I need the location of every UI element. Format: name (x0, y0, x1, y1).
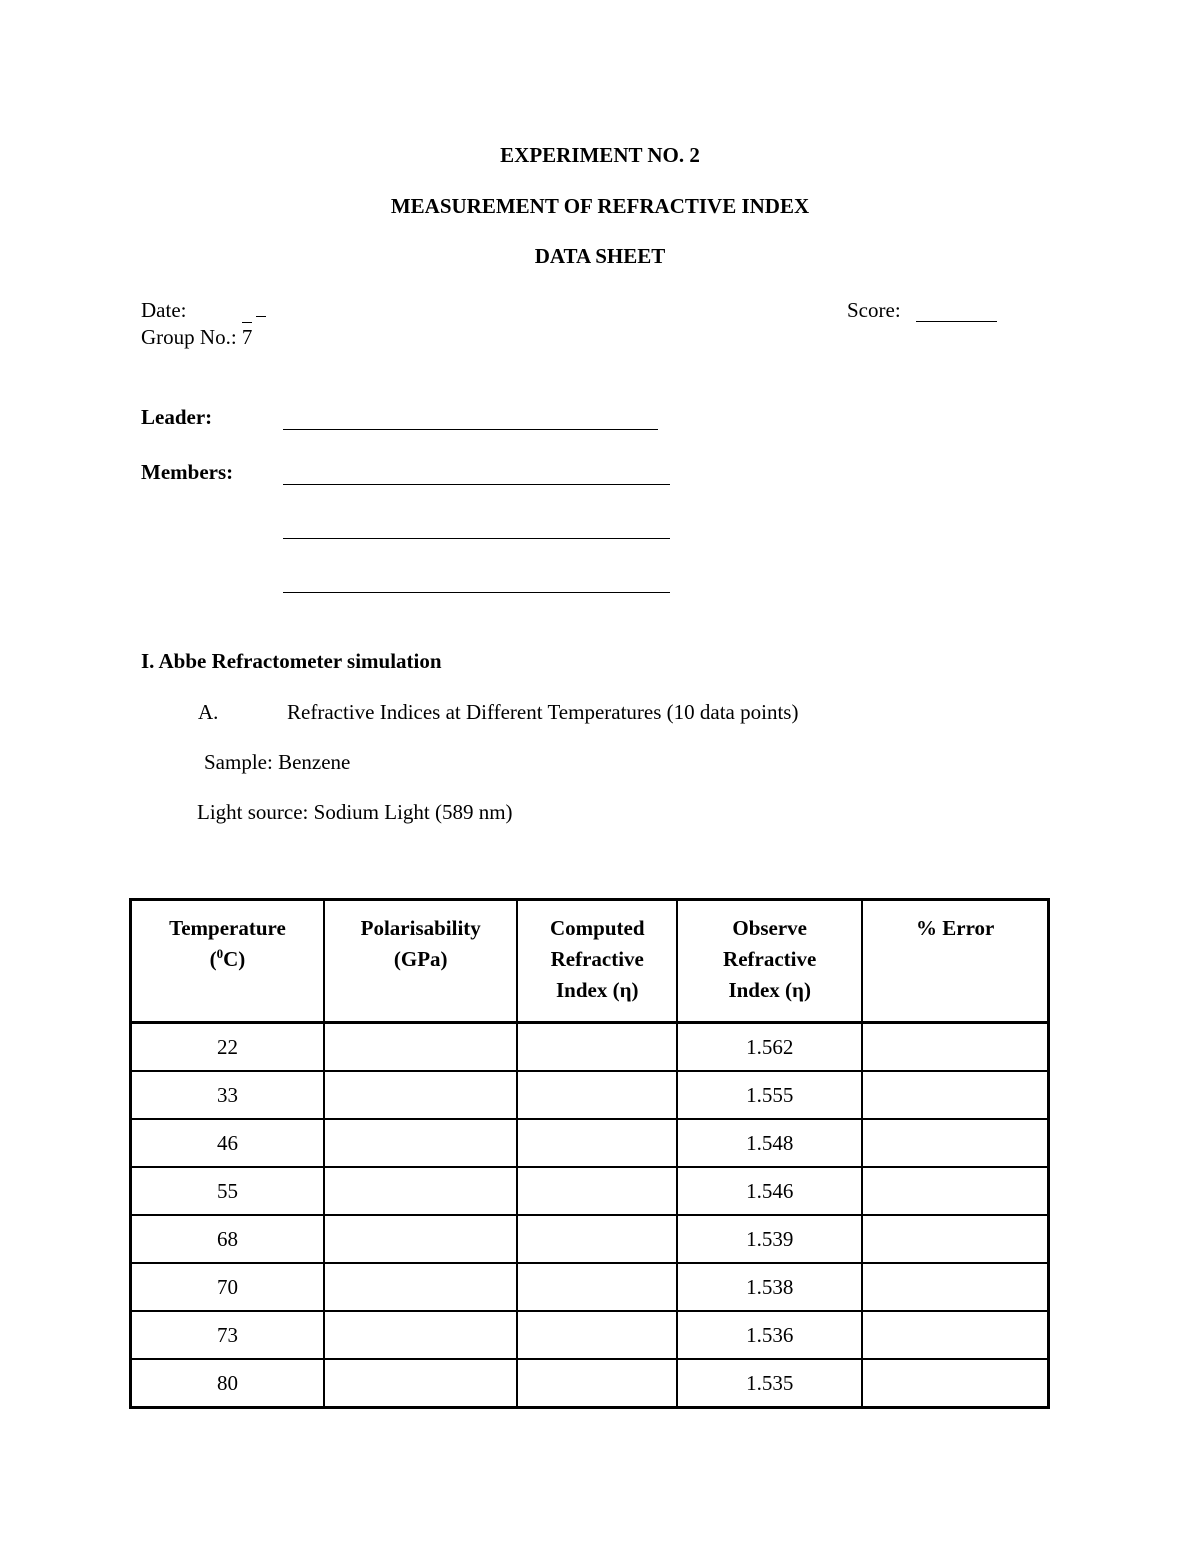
cell-observed-index: 1.536 (677, 1311, 862, 1359)
section-title: I. Abbe Refractometer simulation (141, 649, 442, 673)
group-value: 7 (241, 325, 253, 349)
cell-temperature: 73 (131, 1311, 324, 1359)
table-row (131, 1023, 1049, 1072)
header-observed-refractive-index: Observe Refractive Index (η) (677, 900, 862, 1023)
cell-temperature: 33 (131, 1071, 324, 1119)
score-label: Score: (847, 298, 901, 322)
group-line (141, 325, 252, 350)
cell-polarisability[interactable] (324, 1311, 518, 1359)
member-blank-line-1 (283, 484, 670, 485)
cell-computed-index[interactable] (517, 1263, 677, 1311)
header-computed-refractive-index: Computed Refractive Index (η) (517, 900, 677, 1023)
header-temperature: Temperature ($^0$C) (131, 900, 324, 1023)
cell-polarisability[interactable] (324, 1119, 518, 1167)
experiment-title: MEASUREMENT OF REFRACTIVE INDEX (390, 194, 810, 218)
table-header-row (131, 900, 1049, 1023)
cell-polarisability[interactable] (324, 1071, 518, 1119)
cell-computed-index[interactable] (517, 1359, 677, 1408)
cell-computed-index[interactable] (517, 1023, 677, 1072)
cell-percent-error[interactable] (862, 1119, 1048, 1167)
header-percent-error: % Error (862, 900, 1048, 1023)
group-label: Group No.: (141, 325, 237, 349)
cell-percent-error[interactable] (862, 1071, 1048, 1119)
score-blank-line (916, 321, 997, 322)
subsection-letter: A. (198, 700, 219, 724)
cell-percent-error[interactable] (862, 1311, 1048, 1359)
cell-observed-index: 1.555 (677, 1071, 862, 1119)
cell-computed-index[interactable] (517, 1119, 677, 1167)
member-blank-line-3 (283, 592, 670, 593)
table-row (131, 1167, 1049, 1215)
cell-observed-index: 1.535 (677, 1359, 862, 1408)
cell-percent-error[interactable] (862, 1263, 1048, 1311)
date-dash (256, 316, 266, 317)
data-sheet-title: DATA SHEET (534, 244, 666, 268)
cell-temperature: 68 (131, 1215, 324, 1263)
cell-temperature: 55 (131, 1167, 324, 1215)
cell-percent-error[interactable] (862, 1167, 1048, 1215)
cell-temperature: 22 (131, 1023, 324, 1072)
cell-percent-error[interactable] (862, 1359, 1048, 1408)
cell-temperature: 70 (131, 1263, 324, 1311)
member-blank-line-2 (283, 538, 670, 539)
subsection-title: Refractive Indices at Different Temperatures (10 data points) (287, 700, 799, 724)
cell-computed-index[interactable] (517, 1167, 677, 1215)
cell-percent-error[interactable] (862, 1215, 1048, 1263)
cell-temperature: 80 (131, 1359, 324, 1408)
cell-observed-index: 1.546 (677, 1167, 862, 1215)
table-row (131, 1263, 1049, 1311)
members-label: Members: (141, 460, 234, 484)
cell-observed-index: 1.562 (677, 1023, 862, 1072)
sample-text: Sample: Benzene (204, 750, 351, 774)
cell-polarisability[interactable] (324, 1215, 518, 1263)
cell-polarisability[interactable] (324, 1167, 518, 1215)
table-row (131, 1215, 1049, 1263)
cell-polarisability[interactable] (324, 1023, 518, 1072)
cell-polarisability[interactable] (324, 1359, 518, 1408)
cell-percent-error[interactable] (862, 1023, 1048, 1072)
cell-polarisability[interactable] (324, 1263, 518, 1311)
table-row (131, 1071, 1049, 1119)
table-row (131, 1311, 1049, 1359)
header-polarisability: Polarisability (GPa) (324, 900, 518, 1023)
cell-observed-index: 1.548 (677, 1119, 862, 1167)
leader-blank-line (283, 429, 658, 430)
experiment-number: EXPERIMENT NO. 2 (500, 143, 700, 167)
cell-computed-index[interactable] (517, 1215, 677, 1263)
cell-temperature: 46 (131, 1119, 324, 1167)
cell-computed-index[interactable] (517, 1311, 677, 1359)
table-row (131, 1359, 1049, 1408)
light-source-text: Light source: Sodium Light (589 nm) (197, 800, 513, 824)
table-row (131, 1119, 1049, 1167)
leader-label: Leader: (141, 405, 213, 429)
date-label: Date: (141, 298, 187, 322)
cell-computed-index[interactable] (517, 1071, 677, 1119)
refractive-index-table (129, 898, 1050, 1409)
cell-observed-index: 1.539 (677, 1215, 862, 1263)
cell-observed-index: 1.538 (677, 1263, 862, 1311)
